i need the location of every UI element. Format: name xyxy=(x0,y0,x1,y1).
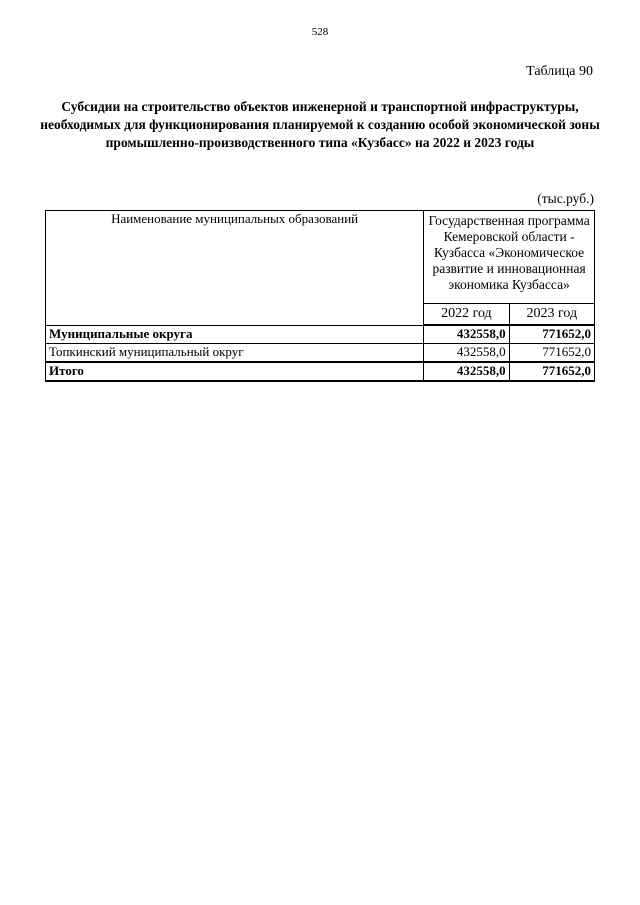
header-year-2023: 2023 год xyxy=(509,304,594,326)
header-program: Государственная программа Кемеровской области - Кузбасса «Экономическое развитие и инновационная экономика Кузбасса» xyxy=(424,211,595,304)
row-name: Топкинский муниципальный округ xyxy=(46,344,424,363)
table-row xyxy=(46,325,595,344)
row-value-2022: 432558,0 xyxy=(424,362,509,381)
table-label: Таблица 90 xyxy=(526,64,593,79)
row-value-2023: 771652,0 xyxy=(509,362,594,381)
header-municipality: Наименование муниципальных образований xyxy=(46,211,424,326)
table-header-row xyxy=(46,211,595,304)
row-name: Итого xyxy=(46,362,424,381)
header-year-2022: 2022 год xyxy=(424,304,509,326)
row-value-2022: 432558,0 xyxy=(424,344,509,363)
table-total-row xyxy=(46,362,595,381)
document-title: Субсидии на строительство объектов инженерной и транспортной инфраструктуры, необходимых для функционирования планируемой к созданию особой экономической зоны промышленно-производственного типа «Кузбасс» на 2022 и 2023 годы xyxy=(40,99,600,150)
row-name: Муниципальные округа xyxy=(46,325,424,344)
row-value-2023: 771652,0 xyxy=(509,344,594,363)
subsidies-table xyxy=(45,210,595,382)
row-value-2022: 432558,0 xyxy=(424,325,509,344)
row-value-2023: 771652,0 xyxy=(509,325,594,344)
units-label: (тыс.руб.) xyxy=(537,191,594,206)
table-row xyxy=(46,344,595,363)
page-number: 528 xyxy=(311,26,329,38)
